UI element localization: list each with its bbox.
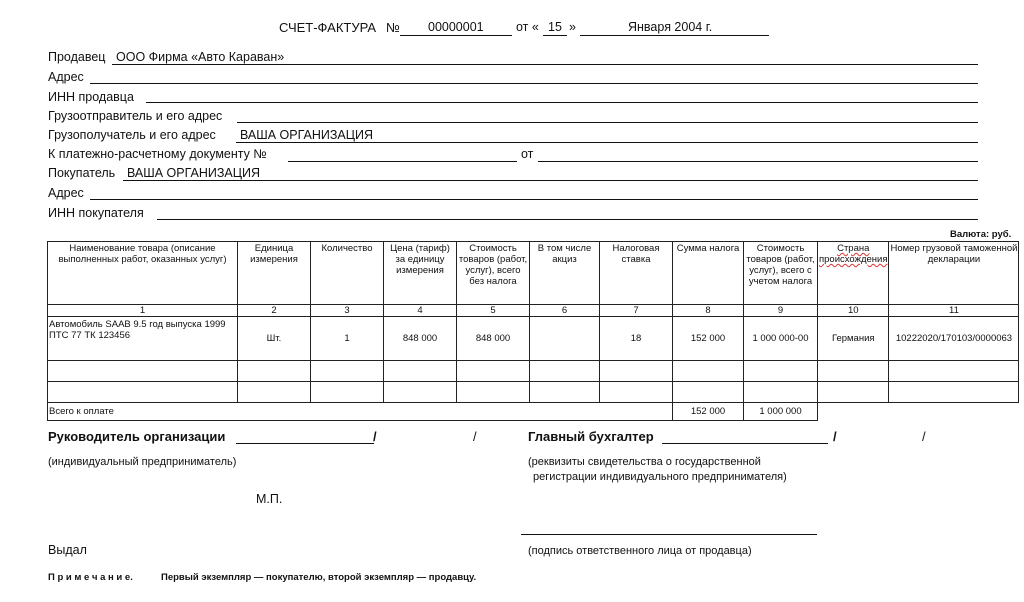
currency-label: Валюта: руб. <box>950 229 1012 240</box>
col-num-4: 4 <box>384 305 457 317</box>
address-line <box>90 83 978 84</box>
invoice-table <box>47 241 1019 421</box>
head-slash-1: / <box>373 429 377 444</box>
header-declaration: Номер грузовой таможенной декларации <box>889 242 1019 305</box>
table-row <box>48 317 1019 361</box>
cell-total: 1 000 000-00 <box>744 317 818 361</box>
header-total: Стоимость товаров (работ, услуг), всего с учетом налога <box>744 242 818 305</box>
invoice-number: 00000001 <box>428 20 484 34</box>
col-num-6: 6 <box>530 305 600 317</box>
month-underline <box>580 35 769 36</box>
header-unit: Единица измерения <box>238 242 311 305</box>
date-close-quote: » <box>569 20 576 34</box>
total-label: Всего к оплате <box>48 403 673 421</box>
issued-label: Выдал <box>48 543 87 557</box>
registration-note-2: регистрации индивидуального предпринимателя) <box>533 471 787 483</box>
responsible-signature-line <box>521 534 817 535</box>
col-num-5: 5 <box>457 305 530 317</box>
chief-accountant-label: Главный бухгалтер <box>528 429 654 444</box>
note-text: Первый экземпляр — покупателю, второй экземпляр — продавцу. <box>161 572 477 583</box>
payment-doc-label: К платежно-расчетному документу № <box>48 147 267 161</box>
number-underline <box>400 35 512 36</box>
head-slash-2: / <box>473 429 477 444</box>
cell-tax: 152 000 <box>673 317 744 361</box>
address-label: Адрес <box>48 70 84 84</box>
table-row-empty <box>48 361 1019 382</box>
header-qty: Количество <box>311 242 384 305</box>
shipper-line <box>237 122 978 123</box>
col-num-2: 2 <box>238 305 311 317</box>
header-name: Наименование товара (описание выполненных работ, оказанных услуг) <box>48 242 238 305</box>
total-tax: 152 000 <box>673 403 744 421</box>
total-row <box>48 403 1019 421</box>
cell-name: Автомобиль SAAB 9.5 год выпуска 1999 ПТС 77 ТК 123456 <box>48 317 238 361</box>
cell-unit: Шт. <box>238 317 311 361</box>
invoice-day: 15 <box>548 20 562 34</box>
consignee-label: Грузополучатель и его адрес <box>48 128 216 142</box>
payment-doc-from: от <box>521 147 534 161</box>
column-number-row <box>48 305 1019 317</box>
header-price: Цена (тариф) за единицу измерения <box>384 242 457 305</box>
buyer-inn-line <box>157 219 978 220</box>
seller-inn-label: ИНН продавца <box>48 90 134 104</box>
note-label: П р и м е ч а н и е. <box>48 572 133 583</box>
header-rate: Налоговая ставка <box>600 242 673 305</box>
col-num-10: 10 <box>818 305 889 317</box>
cell-country: Германия <box>818 317 889 361</box>
payment-doc-date-line <box>538 161 978 162</box>
buyer-address-label: Адрес <box>48 186 84 200</box>
chief-slash-2: / <box>922 429 926 444</box>
shipper-label: Грузоотправитель и его адрес <box>48 109 223 123</box>
registration-note-1: (реквизиты свидетельства о государственной <box>528 456 761 468</box>
cell-price: 848 000 <box>384 317 457 361</box>
entrepreneur-note: (индивидуальный предприниматель) <box>48 456 237 468</box>
buyer-address-line <box>90 199 978 200</box>
header-cost: Стоимость товаров (работ, услуг), всего без налога <box>457 242 530 305</box>
seller-label: Продавец <box>48 50 106 64</box>
payment-doc-number-line <box>288 161 517 162</box>
signature-note: (подпись ответственного лица от продавца) <box>528 545 752 557</box>
head-label: Руководитель организации <box>48 429 226 444</box>
total-sum: 1 000 000 <box>744 403 818 421</box>
seller-line <box>112 64 978 65</box>
header-country: Страна происхождения <box>818 242 889 305</box>
cell-excise <box>530 317 600 361</box>
col-num-9: 9 <box>744 305 818 317</box>
seller-inn-line <box>146 102 978 103</box>
buyer-line <box>123 180 978 181</box>
cell-qty: 1 <box>311 317 384 361</box>
table-header-row <box>48 242 1019 305</box>
col-num-8: 8 <box>673 305 744 317</box>
day-underline <box>543 35 567 36</box>
consignee-value: ВАША ОРГАНИЗАЦИЯ <box>240 128 374 142</box>
seller-value: ООО Фирма «Авто Караван» <box>116 50 285 64</box>
col-num-11: 11 <box>889 305 1019 317</box>
cell-declaration: 10222020/170103/0000063 <box>889 317 1019 361</box>
col-num-1: 1 <box>48 305 238 317</box>
cell-rate: 18 <box>600 317 673 361</box>
col-num-3: 3 <box>311 305 384 317</box>
buyer-inn-label: ИНН покупателя <box>48 206 144 220</box>
table-row-empty <box>48 382 1019 403</box>
invoice-title: СЧЕТ-ФАКТУРА <box>279 20 377 35</box>
buyer-value: ВАША ОРГАНИЗАЦИЯ <box>127 166 261 180</box>
buyer-label: Покупатель <box>48 166 116 180</box>
col-num-7: 7 <box>600 305 673 317</box>
chief-slash-1: / <box>833 429 837 444</box>
chief-signature-line <box>662 443 828 444</box>
date-from-label: от « <box>516 20 539 34</box>
header-excise: В том числе акциз <box>530 242 600 305</box>
invoice-month-year: Января 2004 г. <box>628 20 713 34</box>
stamp-label: М.П. <box>256 492 283 506</box>
number-label: № <box>386 20 400 35</box>
cell-cost: 848 000 <box>457 317 530 361</box>
consignee-line <box>236 142 978 143</box>
head-signature-line <box>236 443 374 444</box>
header-tax: Сумма налога <box>673 242 744 305</box>
